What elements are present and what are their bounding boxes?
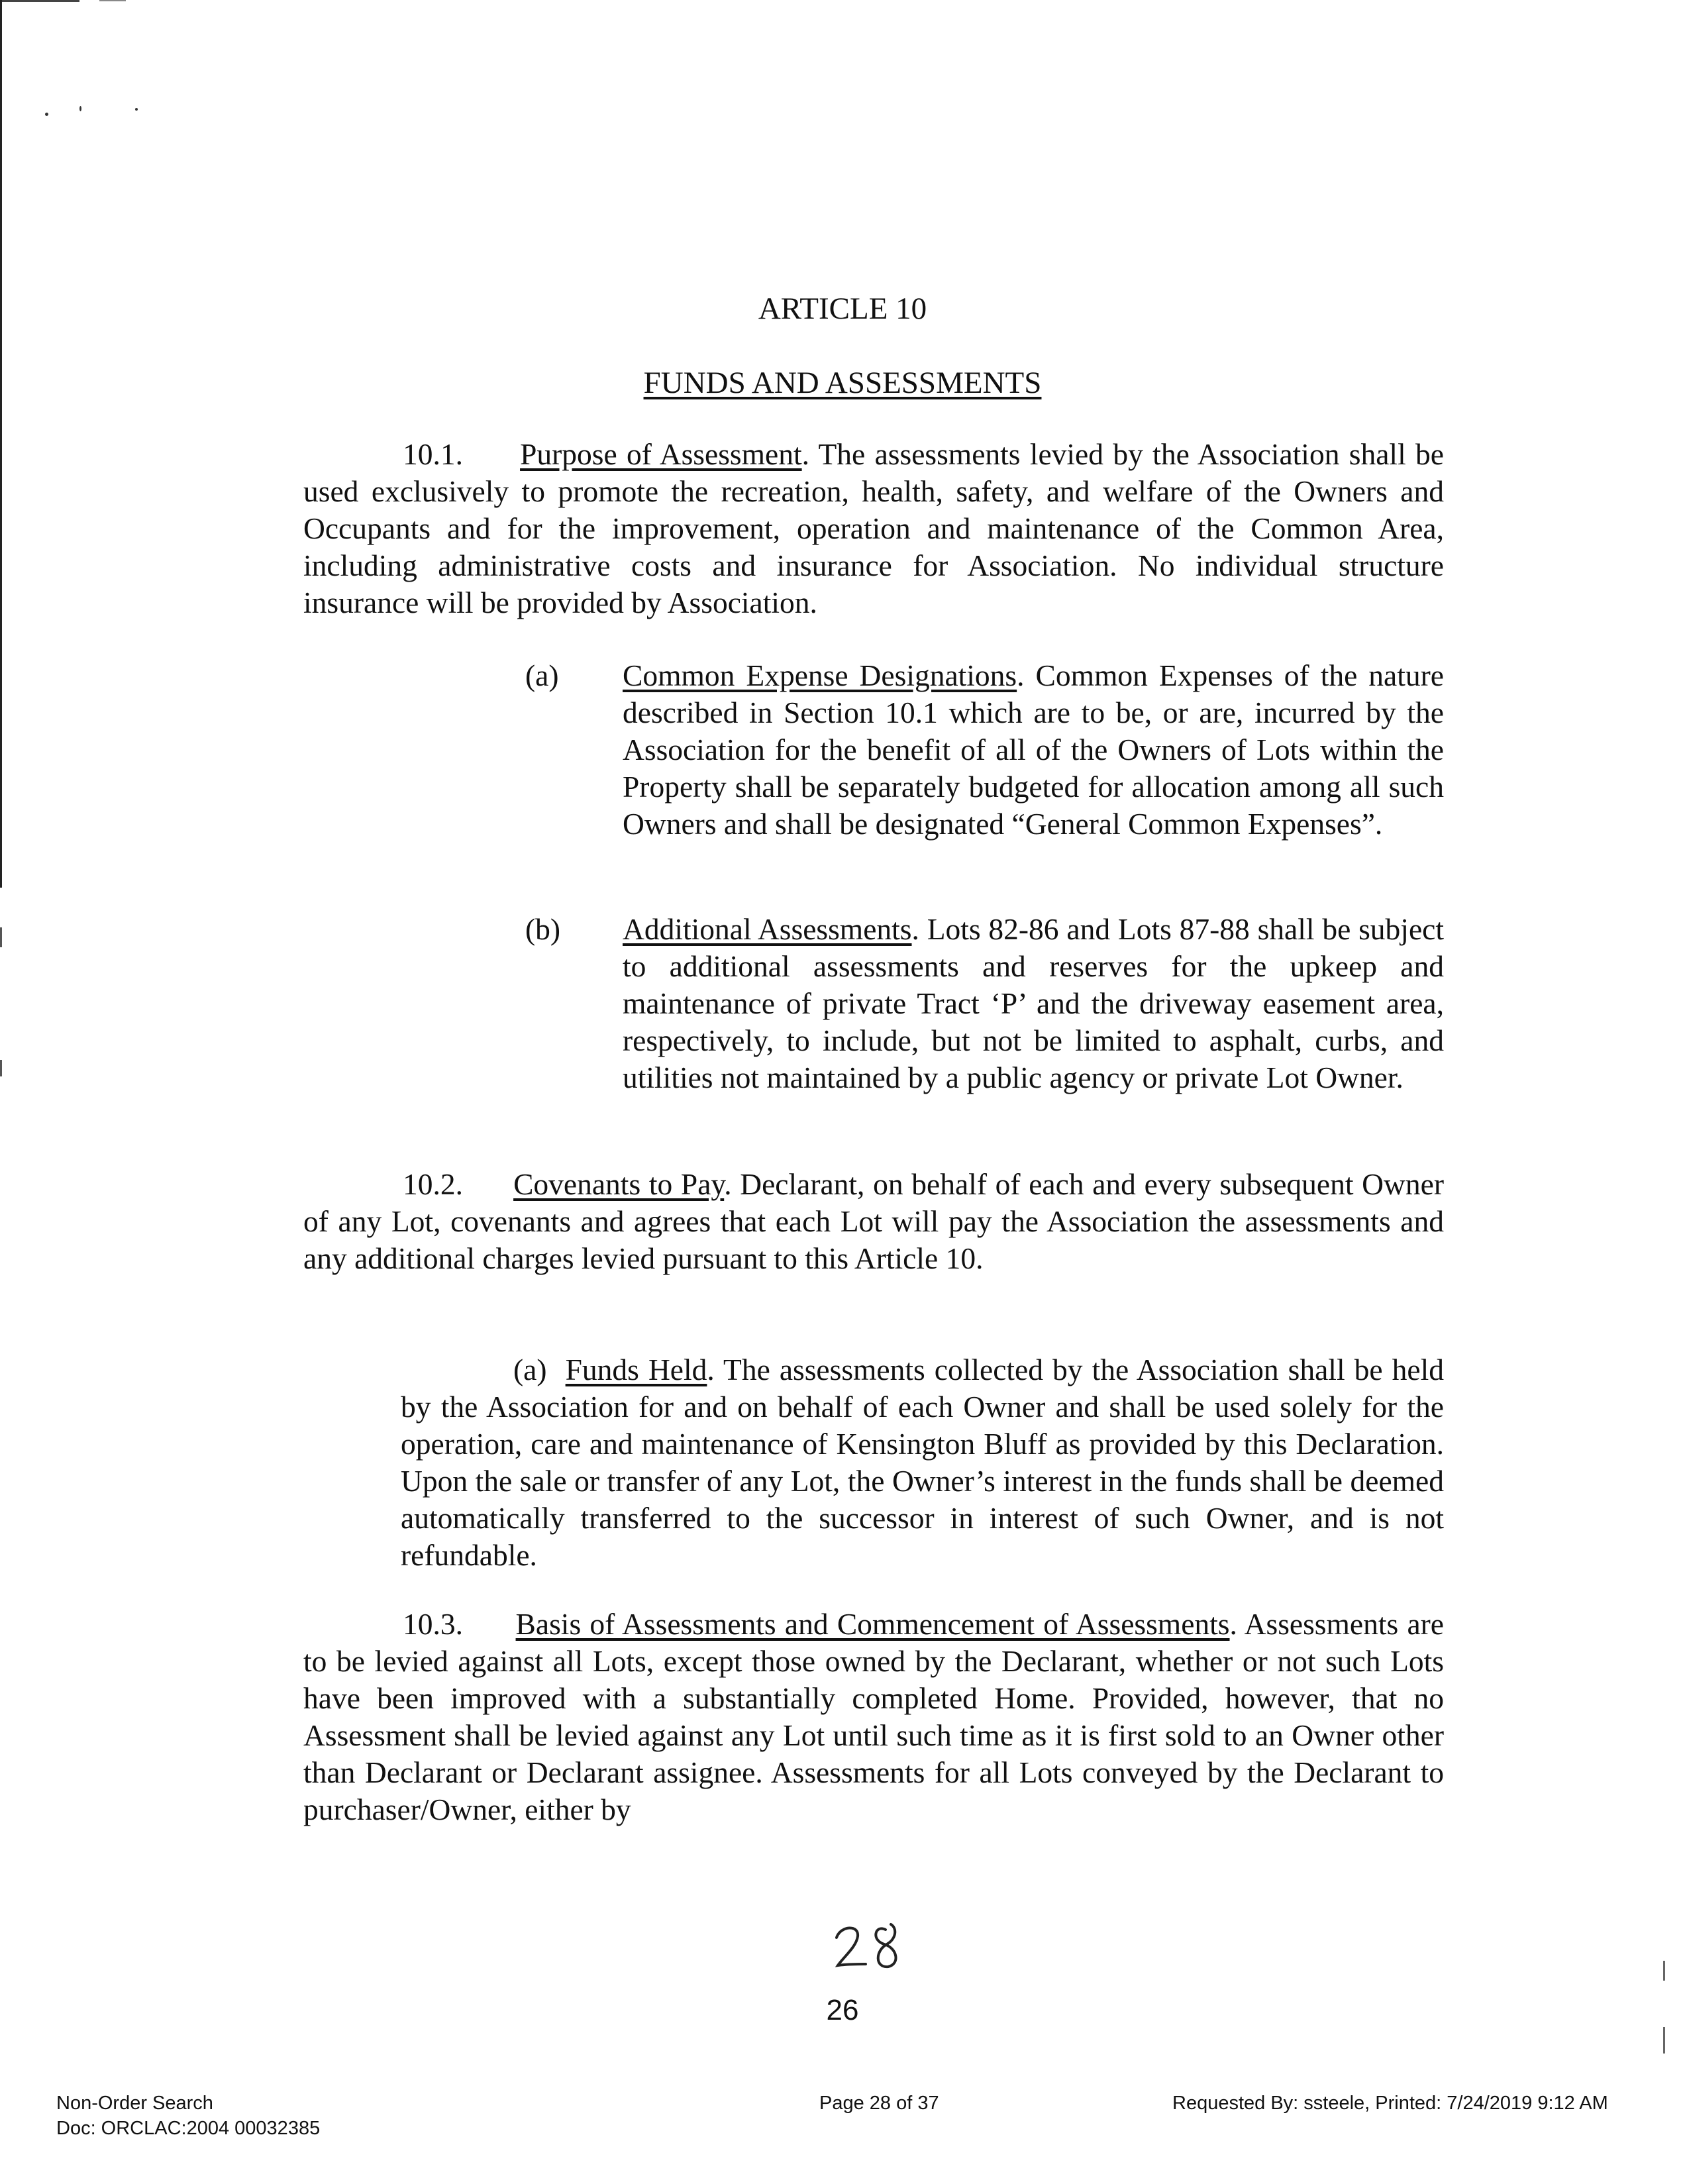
section-number: 10.3. [403,1607,463,1641]
subsection-heading: Funds Held [565,1353,707,1386]
article-title [0,364,1685,401]
scan-edge [0,0,2,888]
section-heading: Purpose of Assessment [520,437,802,471]
footer-search-type: Non-Order Search [56,2093,213,2114]
scan-speck [135,108,138,111]
section-heading: Covenants to Pay [513,1167,725,1201]
scan-tick [1663,1961,1665,1981]
subsection-heading: Additional Assessments [623,912,912,946]
section-number: 10.2. [403,1167,463,1201]
article-title-text: FUNDS AND ASSESSMENTS [643,366,1042,400]
article-number: ARTICLE 10 [758,291,927,326]
subsection-10-2-a [401,1351,1444,1574]
footer-doc-id: Doc: ORCLAC:2004 00032385 [56,2118,321,2139]
scan-tick [0,927,2,947]
scan-tick [1663,2027,1665,2054]
page-number: 26 [826,1994,859,2026]
subsection-body: . Common Expenses of the nature described in Section 10.1 which are to be, or are, incurred by the Association for the benefit of all of the Owners of Lots within the Property shall be separately budgeted for allocation among all such Owners and shall be designated “General Common Expenses”. [623,658,1444,841]
section-10-2 [303,1166,1444,1277]
section-10-1 [303,436,1444,621]
subsection-body: . Lots 82-86 and Lots 87-88 shall be subject to additional assessments and reserves for the upkeep and maintenance of private Tract ‘P’ and the driveway easement area, respectively, to include, but not be limited to asphalt, curbs, and utilities not maintained by a public agency or private Lot Owner. [623,912,1444,1094]
section-body: . Declarant, on behalf of each and every subsequent Owner of any Lot, covenants and agrees that each Lot will pay the Association the assessments and any additional charges levied pursuant to this Article 10. [303,1167,1444,1275]
section-body: . The assessments levied by the Association shall be used exclusively to promote the recreation, health, safety, and welfare of the Owners and Occupants and for the improvement, operation and maintenance of the Common Area, including administrative costs and insurance for Association. No individual structure insurance will be provided by Association. [303,437,1445,619]
handwritten-page-number [831,1918,917,1977]
scan-mark [0,0,79,2]
section-heading: Basis of Assessments and Commencement of Assessments [515,1607,1230,1641]
footer-requested-by: Requested By: ssteele, Printed: 7/24/2019 9:12 AM [1172,2093,1608,2114]
subsection-10-1-b [623,911,1444,1096]
subsection-body: . The assessments collected by the Association shall be held by the Association for and on behalf of each Owner and shall be used solely for the operation, care and maintenance of Kensington Bluff as provided by this Declaration. Upon the sale or transfer of any Lot, the Owner’s interest in the funds shall be deemed automatically transferred to the successor in interest of such Owner, and is not refundable. [401,1353,1444,1572]
section-number: 10.1. [403,437,463,471]
section-10-3 [303,1606,1444,1828]
footer-page-count: Page 28 of 37 [819,2093,939,2114]
scan-mark [99,0,126,1]
scan-speck [45,113,48,116]
subsection-heading: Common Expense Designations [623,658,1017,692]
subsection-label: (b) [525,912,561,946]
subsection-label: (a) [525,658,559,692]
subsection-10-1-a [623,657,1444,843]
scan-speck [79,106,81,111]
section-body: . Assessments are to be levied against all Lots, except those owned by the Declarant, whether or not such Lots have been improved with a substantially completed Home. Provided, however, that no Assessment shall be levied against any Lot until such time as it is first sold to an Owner other than Declarant or Declarant assignee. Assessments for all Lots conveyed by the Declarant to purchaser/Owner, either by [303,1607,1444,1826]
subsection-label: (a) [513,1353,547,1386]
scan-tick [0,1060,2,1076]
